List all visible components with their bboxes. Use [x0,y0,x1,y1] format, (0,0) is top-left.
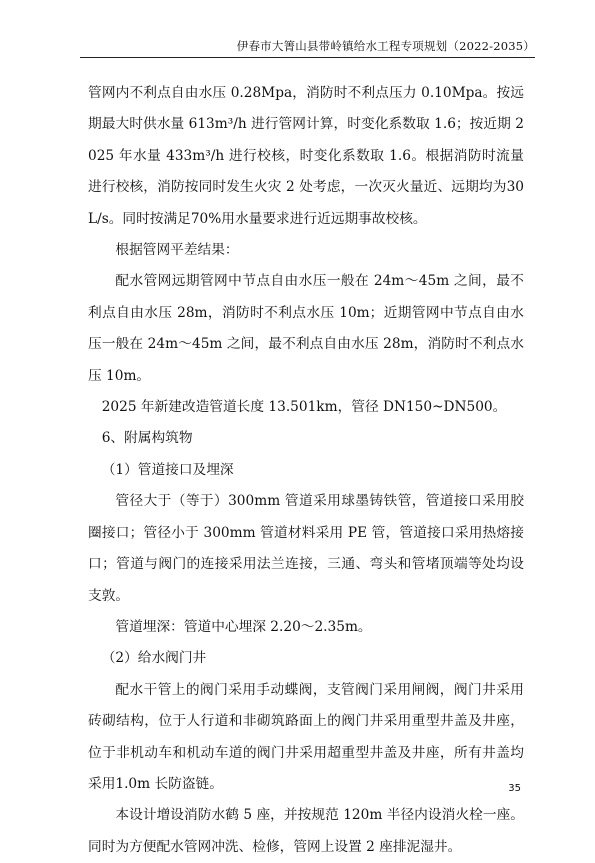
section-heading-auxiliary-structures: 6、附属构筑物 [101,430,193,447]
subsection-heading-valve-wells: （2）给水阀门井 [101,650,207,667]
page-header [0,0,595,70]
paragraph-pipe-materials: 管径大于（等于）300mm 管道采用球墨铸铁管，管道接口采用胶圈接口；管径小于 300mm 管道材料采用 PE 管，管道接口采用热熔接口；管道与阀门的连接采用法兰连接，三通、弯头和管堵顶端等处均设支敦。 [88,493,524,604]
paragraph-pressure-results: 配水管网远期管网中节点自由水压一般在 24m～45m 之间，最不利点自由水压 28m，消防时不利点水压 10m；近期管网中节点自由水压一般在 24m～45m 之间，最不利点自由水压 28m，消防时不利点水压 10m。 [88,273,524,384]
subsection-heading-pipe-joints: （1）管道接口及埋深 [101,461,234,478]
paragraph-valve-wells: 配水干管上的阀门采用手动蝶阀，支管阀门采用闸阀，阀门井采用砖砌结构，位于人行道和非砌筑路面上的阀门井采用重型井盖及井座，位于非机动车和机动车道的阀门井采用超重型井盖及井座，所有井盖均采用1.0m 长防盗链。 [88,681,524,792]
document-body [88,78,524,863]
header-title: 伊春市大箐山县带岭镇给水工程专项规划（2022-2035） [236,39,535,53]
paragraph-fire-hydrants: 本设计增设消防水鹤 5 座，并按规范 120m 半径内设消火栓一座。同时为方便配水管网冲洗、检修，管网上设置 2 座排泥湿井。 [88,807,524,855]
paragraph-adjustment-results-intro: 根据管网平差结果： [115,242,239,259]
page-number: 35 [508,783,521,794]
paragraph-burial-depth: 管道埋深：管道中心埋深 2.20～2.35m。 [115,618,372,635]
paragraph-hydraulic-calculation: 管网内不利点自由水压 0.28Mpa，消防时不利点压力 0.10Mpa。按远期最大时供水量 613m³/h 进行管网计算，时变化系数取 1.6；按近期 2025 年水量 433m³/h 进行校核，时变化系数取 1.6。根据消防时流量进行校核，消防按同时发生火灾 2 处考虑，一次灭火量近、远期均为30L/s。同时按满足70%用水量要求进行近远期事故校核。 [88,85,524,227]
header-divider [80,57,535,58]
paragraph-2025-pipe-length: 2025 年新建改造管道长度 13.501km，管径 DN150~DN500。 [101,399,507,416]
